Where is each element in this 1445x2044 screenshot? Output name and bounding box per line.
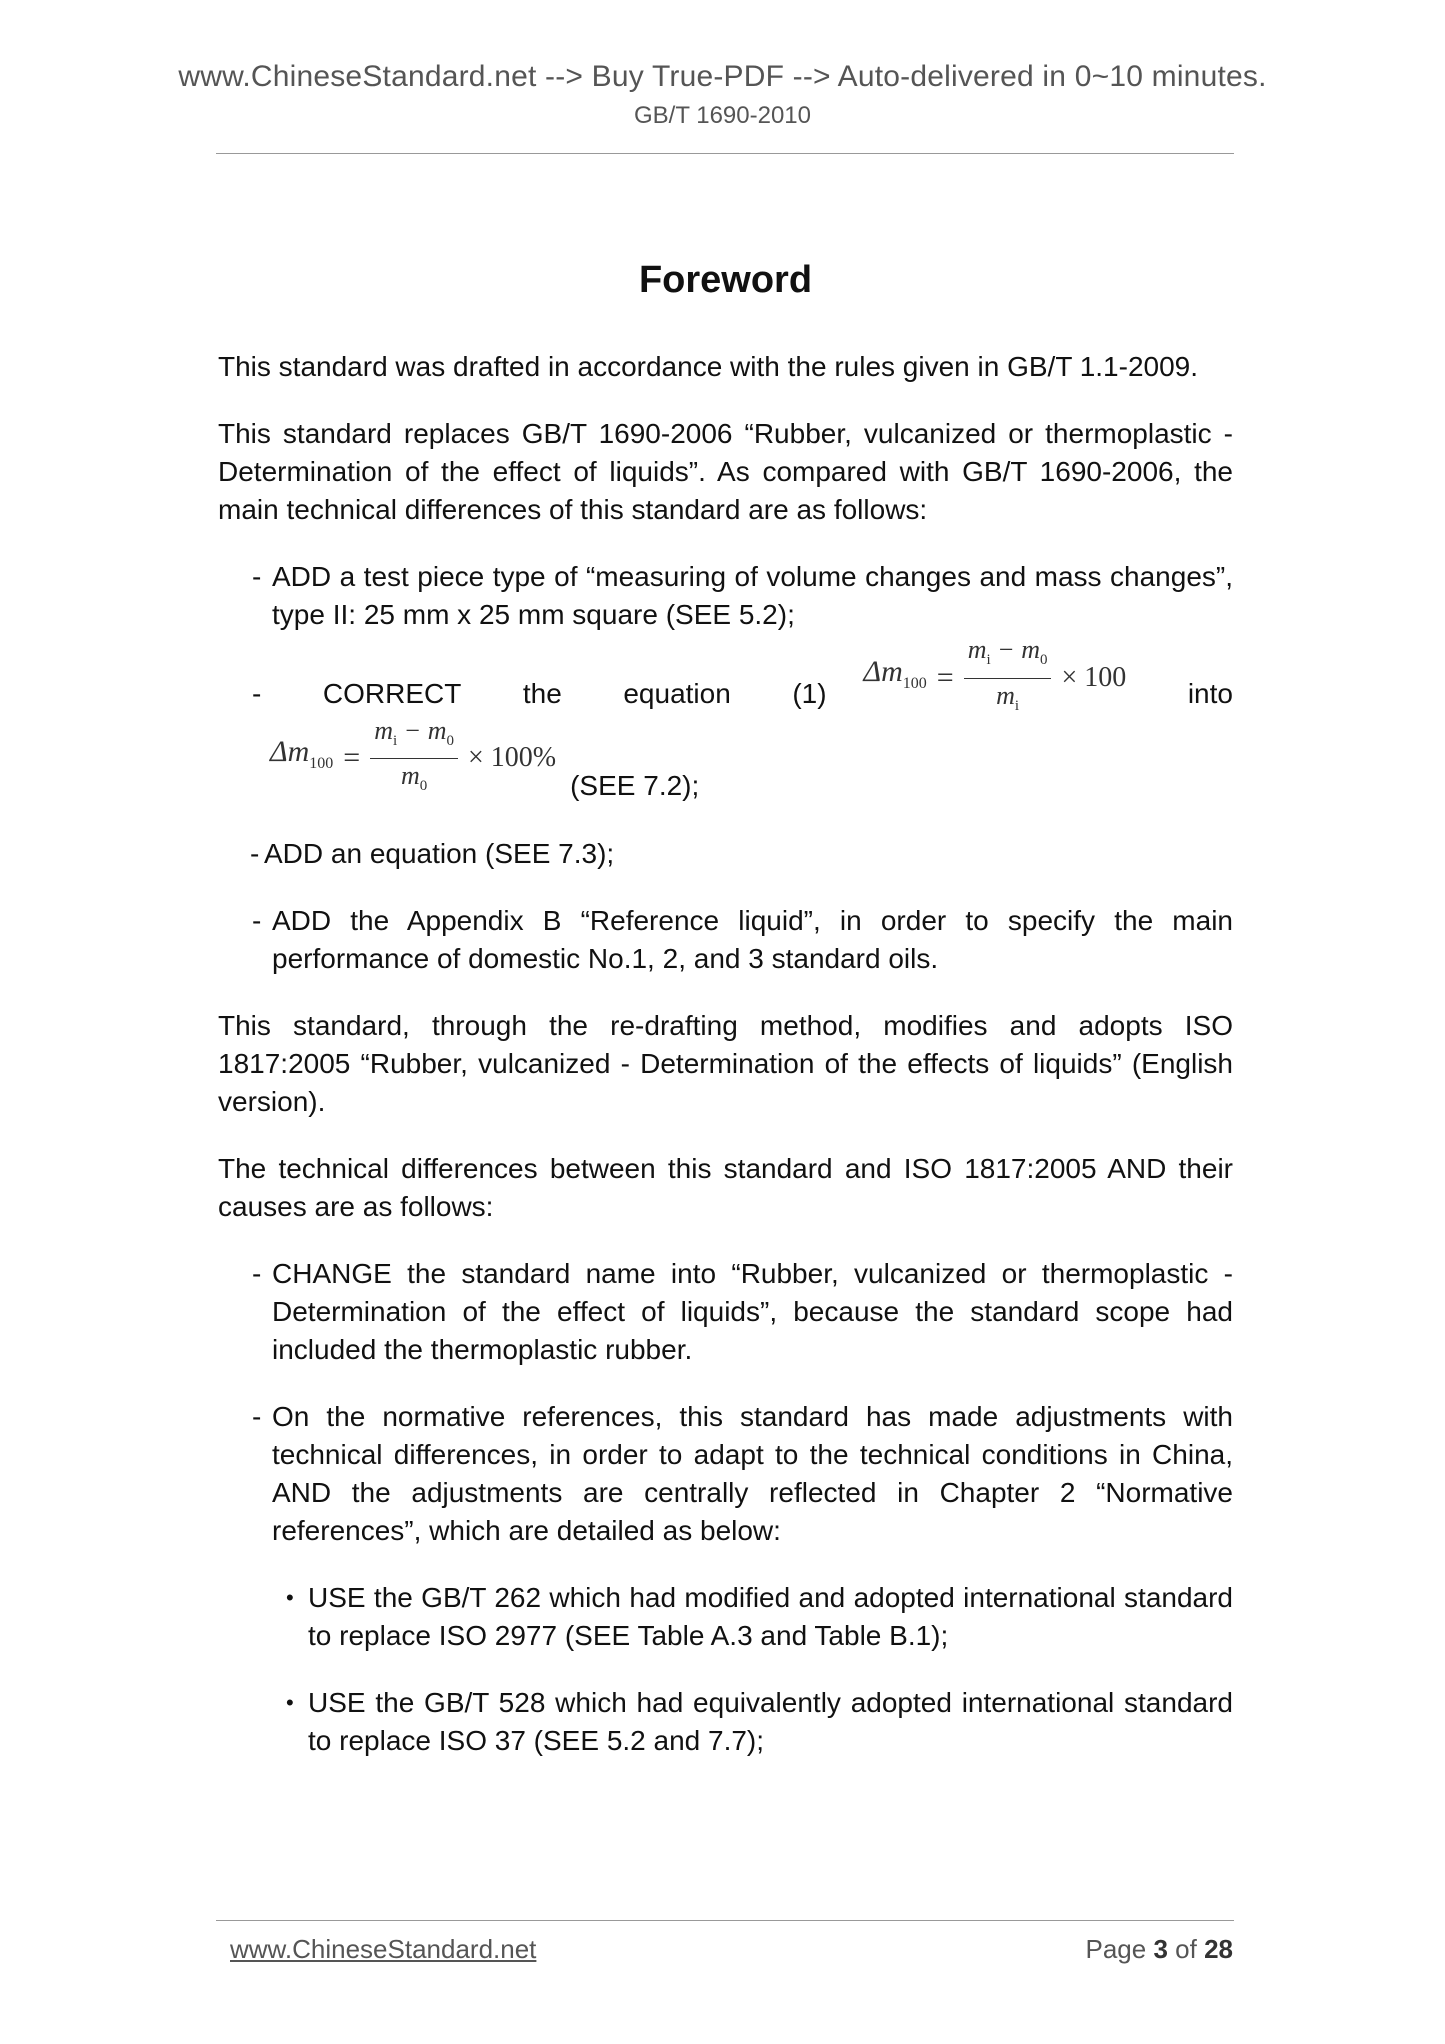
list-item-text: CHANGE the standard name into “Rubber, vulcanized or thermoplastic - Determination of the effect of liquids”, because the standard scope had included the thermoplastic rubber. xyxy=(272,1258,1233,1365)
list-dash: - xyxy=(252,905,262,936)
word-equation: equation xyxy=(623,678,731,709)
word-equation-number: (1) xyxy=(792,678,827,709)
bullet-icon: • xyxy=(286,1585,294,1610)
list-dash: - xyxy=(252,678,262,709)
page-title: Foreword xyxy=(638,259,813,301)
header-divider xyxy=(216,153,1234,154)
list-item-text: USE the GB/T 528 which had equivalently adopted international standard to replace ISO 37 (SEE 5.2 and 7.7); xyxy=(308,1687,1233,1756)
word-correct: CORRECT xyxy=(322,678,462,709)
current-page: 3 xyxy=(1153,1934,1168,1964)
list-dash: - xyxy=(252,1401,262,1432)
reference-bullet-gbt-528 xyxy=(218,1684,1233,1760)
see-7-2-ref: (SEE 7.2); xyxy=(570,770,700,801)
list-item-text: USE the GB/T 262 which had modified and adopted international standard to replace ISO 2977 (SEE Table A.3 and Table B.1); xyxy=(308,1582,1233,1651)
list-item-text: ADD an equation (SEE 7.3); xyxy=(264,838,615,869)
bullet-icon: • xyxy=(286,1690,294,1715)
paragraph-iso-adoption: This standard, through the re-drafting method, modifies and adopts ISO 1817:2005 “Rubber, vulcanized - Determination of the effects of liquids” (English version). xyxy=(218,1010,1233,1117)
header-banner[interactable]: www.ChineseStandard.net --> Buy True-PDF --> Auto-delivered in 0~10 minutes. xyxy=(178,60,1267,93)
old-equation-image: $\Delta m_{100}$ = $\frac{m_i - m_0}{m_i}$ × 100 xyxy=(863,635,1127,714)
list-dash: - xyxy=(252,561,262,592)
list-item-text: On the normative references, this standard has made adjustments with technical differences, in order to adapt to the technical conditions in China, AND the adjustments are centrally reflected in Chapter 2 “Normative references”, which are detailed as below: xyxy=(272,1401,1233,1546)
new-equation-row xyxy=(218,715,1233,801)
paragraph-drafting-rules: This standard was drafted in accordance with the rules given in GB/T 1.1-2009. xyxy=(218,351,1199,382)
total-pages: 28 xyxy=(1204,1934,1233,1964)
difference-item-add-appendix xyxy=(218,902,1233,978)
page-header xyxy=(0,60,1445,130)
difference-item-add-test-piece xyxy=(218,558,1233,634)
word-the: the xyxy=(522,678,562,709)
page-number: Page 3 of 28 xyxy=(1085,1934,1233,1964)
page-footer xyxy=(230,1934,1233,1965)
paragraph-technical-differences: The technical differences between this standard and ISO 1817:2005 AND their causes are as follows: xyxy=(218,1153,1233,1222)
standard-code: GB/T 1690-2010 xyxy=(633,102,811,129)
list-dash: - xyxy=(252,1258,262,1289)
paragraph-replaces: This standard replaces GB/T 1690-2006 “Rubber, vulcanized or thermoplastic - Determination of the effect of liquids”. As compared with GB/T 1690-2006, the main technical differences of this standard are as follows: xyxy=(218,418,1233,525)
footer-divider xyxy=(216,1920,1234,1921)
list-dash: - xyxy=(250,838,260,869)
word-into: into xyxy=(1187,678,1233,709)
footer-site-link[interactable]: www.ChineseStandard.net xyxy=(230,1934,537,1964)
iso-difference-change-name xyxy=(218,1255,1233,1369)
list-item-text: ADD the Appendix B “Reference liquid”, in order to specify the main performance of domestic No.1, 2, and 3 standard oils. xyxy=(272,905,1233,974)
reference-bullet-gbt-262 xyxy=(218,1579,1233,1655)
iso-difference-normative-references xyxy=(218,1398,1233,1550)
foreword-body xyxy=(218,250,1233,1789)
difference-item-add-equation xyxy=(218,835,1233,873)
list-item-text: ADD a test piece type of “measuring of volume changes and mass changes”, type II: 25 mm x 25 mm square (SEE 5.2); xyxy=(272,561,1233,630)
new-equation-image: $\Delta m_{100}$ = $\frac{m_i - m_0}{m_0}$ × 100% xyxy=(270,715,557,794)
